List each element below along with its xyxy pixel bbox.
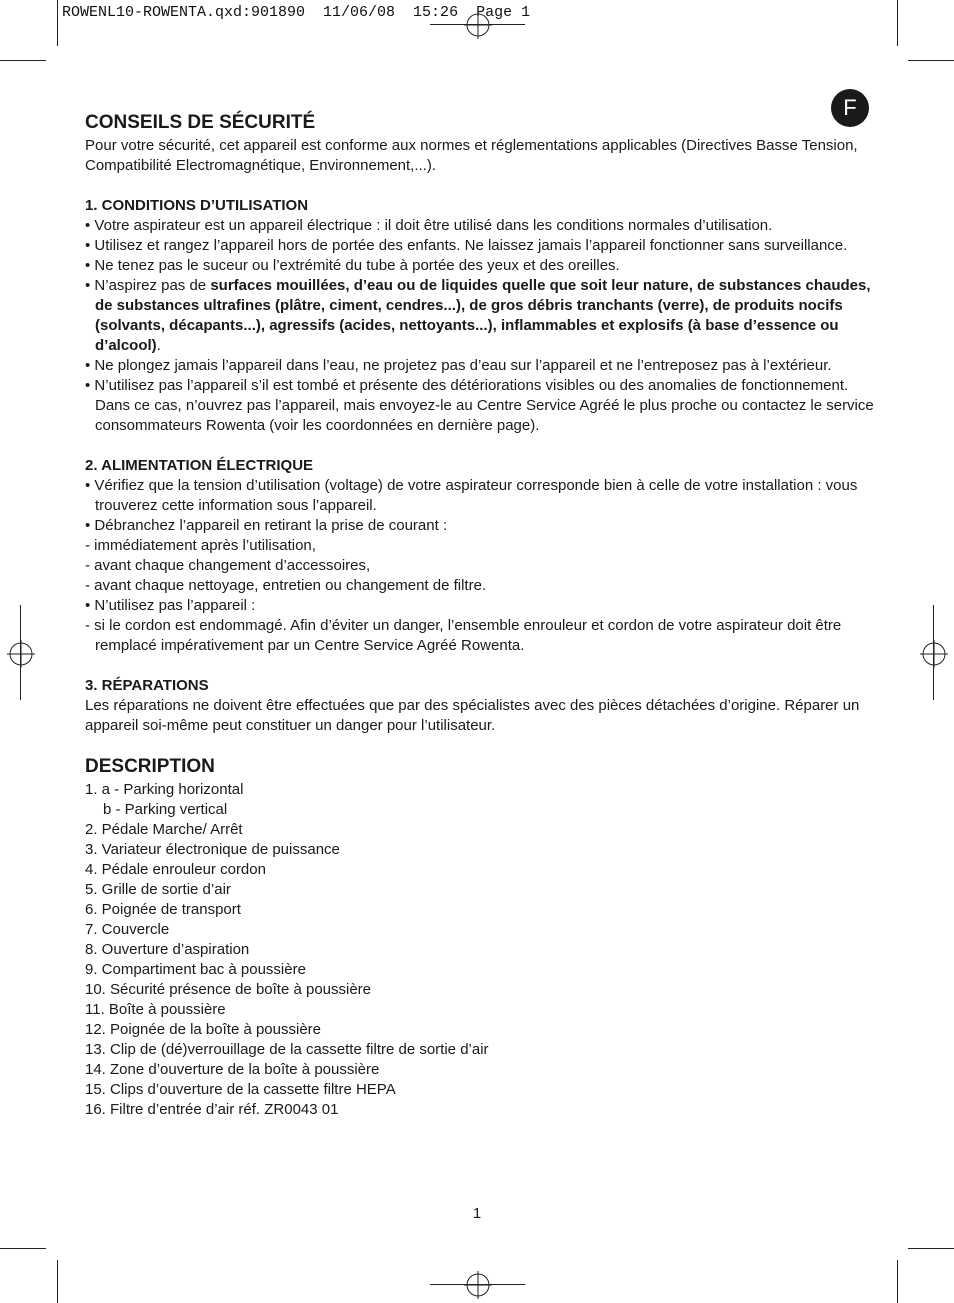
description-item: 9. Compartiment bac à poussière xyxy=(85,961,306,978)
section-title-conditions: 1. CONDITIONS D’UTILISATION xyxy=(85,197,309,214)
list-item: • Votre aspirateur est un appareil électrique : il doit être utilisé dans les conditions normales d’utilisation. xyxy=(85,217,773,234)
description-item: 10. Sécurité présence de boîte à poussière xyxy=(85,981,372,998)
crop-mark xyxy=(908,60,954,61)
list-item: - avant chaque nettoyage, entretien ou changement de filtre. xyxy=(85,577,487,594)
list-item: • Ne tenez pas le suceur ou l’extrémité du tube à portée des yeux et des oreilles. xyxy=(85,257,620,274)
section-title-repairs: 3. RÉPARATIONS xyxy=(85,677,209,694)
description-item: 12. Poignée de la boîte à poussière xyxy=(85,1021,322,1038)
description-item: 1. a - Parking horizontal xyxy=(85,781,244,798)
description-item: 15. Clips d’ouverture de la cassette filtre HEPA xyxy=(85,1081,396,1098)
list-item: • Débranchez l’appareil en retirant la prise de courant : xyxy=(85,517,448,534)
page-content xyxy=(85,110,875,1120)
description-item: 4. Pédale enrouleur cordon xyxy=(85,861,266,878)
description-item: 13. Clip de (dé)verrouillage de la cassette filtre de sortie d’air xyxy=(85,1041,489,1058)
list-item: • Utilisez et rangez l’appareil hors de portée des enfants. Ne laissez jamais l’appareil fonctionner sans surveillance. xyxy=(85,237,848,254)
description-item: b - Parking vertical xyxy=(103,801,228,818)
description-item: 14. Zone d’ouverture de la boîte à poussière xyxy=(85,1061,380,1078)
list-item: • Vérifiez que la tension d’utilisation (voltage) de votre aspirateur corresponde bien à celle de votre installation : vous trouverez cette information sous l’appareil. xyxy=(85,477,858,514)
list-item: - immédiatement après l’utilisation, xyxy=(85,537,316,554)
description-item: 6. Poignée de transport xyxy=(85,901,241,918)
registration-mark-icon xyxy=(7,640,35,668)
crop-mark xyxy=(0,1248,46,1249)
list-item: • Ne plongez jamais l’appareil dans l’eau, ne projetez pas d’eau sur l’appareil et ne l’entreposez pas à l’extérieur. xyxy=(85,357,832,374)
repairs-text: Les réparations ne doivent être effectuées que par des spécialistes avec des pièces détachées d’origine. Réparer un appareil soi-même peut constituer un danger pour l’utilisateur. xyxy=(85,697,860,734)
registration-mark-icon xyxy=(920,640,948,668)
page-number: 1 xyxy=(472,1205,482,1222)
warning-emphasis: surfaces mouillées, d’eau ou de liquides quelle que soit leur nature, de substances chaudes, de substances ultrafines (plâtre, ciment, cendres...), de gros débris tranchants (verre), de produits nocifs (solvants, décapants...), agressifs (acides, nettoyants...), inflammables et explosifs (à base d’essence ou d’alcool) xyxy=(95,277,871,354)
list-item: • N’utilisez pas l’appareil s’il est tombé et présente des détériorations visibles ou des anomalies de fonctionnement. Dans ce cas, n’ouvrez pas l’appareil, mais envoyez-le au Centre Service Agréé le plus proche ou contactez le service consommateurs Rowenta (voir les coordonnées en dernière page). xyxy=(85,377,874,434)
list-item: • N’utilisez pas l’appareil : xyxy=(85,597,256,614)
language-badge: F xyxy=(831,89,869,127)
safety-title: CONSEILS DE SÉCURITÉ xyxy=(85,112,316,133)
crop-mark xyxy=(57,1260,58,1303)
description-title: DESCRIPTION xyxy=(85,756,215,777)
list-item: - avant chaque changement d’accessoires, xyxy=(85,557,371,574)
description-item: 8. Ouverture d’aspiration xyxy=(85,941,250,958)
crop-mark xyxy=(0,60,46,61)
list-item: - si le cordon est endommagé. Afin d’éviter un danger, l’ensemble enrouleur et cordon de votre aspirateur doit être remplacé impérativement par un Centre Service Agréé Rowenta. xyxy=(85,617,842,654)
registration-mark-icon xyxy=(464,1271,492,1299)
crop-mark xyxy=(908,1248,954,1249)
section-title-power: 2. ALIMENTATION ÉLECTRIQUE xyxy=(85,457,314,474)
crop-mark xyxy=(897,0,898,46)
crop-mark xyxy=(897,1260,898,1303)
description-item: 7. Couvercle xyxy=(85,921,170,938)
safety-intro: Pour votre sécurité, cet appareil est conforme aux normes et réglementations applicables (Directives Basse Tension, Compatibilité Electromagnétique, Environnement,...). xyxy=(85,137,858,174)
print-header: ROWENL10-ROWENTA.qxd:901890 11/06/08 15:26 Page 1 xyxy=(62,4,531,21)
crop-mark xyxy=(57,0,58,46)
description-item: 11. Boîte à poussière xyxy=(85,1001,226,1018)
description-item: 16. Filtre d’entrée d’air réf. ZR0043 01 xyxy=(85,1101,339,1118)
description-item: 5. Grille de sortie d’air xyxy=(85,881,231,898)
registration-mark-icon xyxy=(464,11,492,39)
description-item: 3. Variateur électronique de puissance xyxy=(85,841,340,858)
description-item: 2. Pédale Marche/ Arrêt xyxy=(85,821,243,838)
list-item: • N’aspirez pas de surfaces mouillées, d’eau ou de liquides quelle que soit leur nature, de substances chaudes, de substances ultrafines (plâtre, ciment, cendres...), de gros débris tranchants (verre), de produits nocifs (solvants, décapants...), agressifs (acides, nettoyants...), inflammables et explosifs (à base d’essence ou d’alcool). xyxy=(85,277,871,354)
